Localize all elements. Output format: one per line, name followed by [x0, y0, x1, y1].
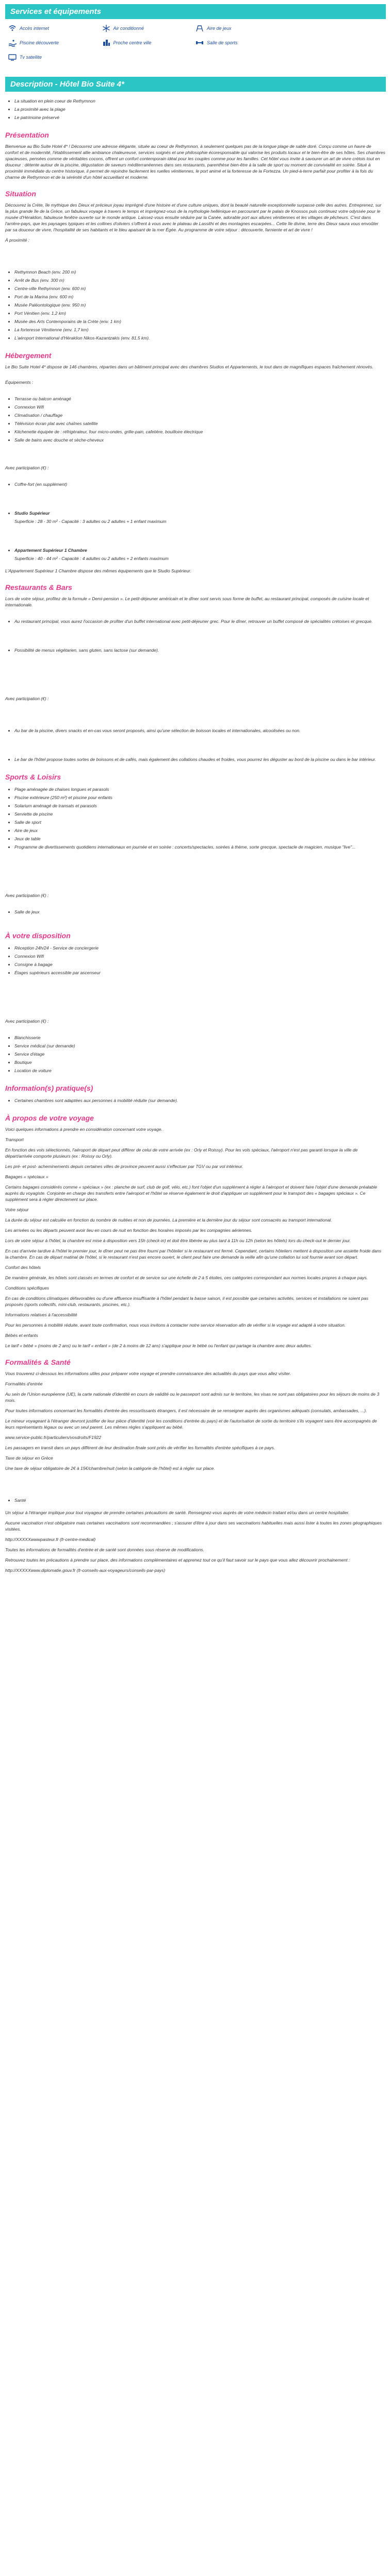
service-city	[102, 39, 196, 47]
spacer	[5, 625, 386, 646]
description-title-bar	[5, 77, 386, 92]
spacer	[5, 526, 386, 546]
spacer	[5, 851, 386, 892]
voyage-line: Les pré- et post- acheminements depuis certaines villes de province peuvent aussi s'effectuer par TGV ou par vol intérieur.	[5, 1164, 243, 1169]
voyage-line: Pour les personnes à mobilité réduite, avant toute confirmation, nous vous invitons à contacter notre service réservation afin de vérifier si le voyage est adapté à votre situation.	[5, 1323, 346, 1328]
service-label: Piscine découverte	[20, 40, 59, 45]
list-item: • Au restaurant principal, vous aurez l'occasion de profiter d'un buffet international avec petit-déjeuner grec. Pour le dîner, retrouver un buffet composé de spécialités crétoises et grecque.	[14, 617, 386, 625]
information-list	[5, 1096, 386, 1105]
list-item: • Musée Paléontologique (env. 950 m)	[14, 301, 386, 309]
description-list	[5, 97, 386, 122]
voyage-line: De manière générale, les hôtels sont classés en termes de confort et de service sur une échelle de 2 à 5 étoiles, ces catégories correspondant aux normes locales propres à chaque pays.	[5, 1275, 368, 1280]
spacer	[5, 1476, 386, 1496]
list-item: • Salle de jeux	[14, 908, 386, 916]
formalites-line: Taxe de séjour en Grèce	[5, 1455, 53, 1461]
spacer	[5, 735, 386, 755]
list-item: • Climatisation / chauffage	[14, 411, 386, 419]
pool-icon	[8, 39, 17, 47]
list-item: • Télévision écran plat avec chaînes satellite	[14, 419, 386, 428]
section-title-restaurants: Restaurants & Bars	[5, 583, 72, 591]
voyage-text	[5, 1126, 386, 1349]
voyage-line: Les arrivées ou les départs peuvent avoir lieu en cours de nuit en fonction des horaires imposés par les compagnies aériennes.	[5, 1228, 253, 1233]
paid-intro: Avec participation (€) :	[5, 465, 49, 470]
voyage-line: En fonction des vols sélectionnés, l'aéroport de départ peut différer de celui de votre arrivée (ex : Orly et Roissy). Pour les vols spéciaux, l'aéroport n'est pas garanti lorsque la ville de départ/arrivée comporte plusieurs (ex : Roissy ou Orly).	[5, 1147, 358, 1159]
dumbbell-icon	[196, 39, 204, 47]
health-line: http://XXXXXwww.diplomatie.gouv.fr (fr-conseils-aux-voyageurs/conseils-par-pays)	[5, 1568, 166, 1573]
formalites-line: Au sein de l'Union européenne (UE), la carte nationale d'identité en cours de validité ou le passeport sont admis sur le territoire, les visas ne sont pas obligatoires pour les séjours de moins de 3 mois.	[5, 1392, 380, 1403]
voyage-line: Votre séjour	[5, 1207, 29, 1212]
list-item: • Solarium aménagé de transats et parasols	[14, 802, 386, 810]
service-pool	[8, 39, 102, 47]
disposition-list	[5, 944, 386, 977]
spacer	[5, 61, 386, 66]
paid-intro: Avec participation (€) :	[5, 696, 49, 701]
list-item: • Étages supérieurs accessible par ascenseur	[14, 969, 386, 977]
list-item: • Au bar de la piscine, divers snacks et en-cas vous seront proposés, ainsi qu'une sélection de boisson locales et internationales, alcoolisées ou non.	[14, 726, 386, 735]
playground-icon	[196, 24, 204, 32]
service-internet	[8, 24, 102, 32]
spacer	[5, 977, 386, 1018]
spacer	[5, 1028, 386, 1033]
spacer	[5, 612, 386, 617]
formalites-line: Les passagers en transit dans un pays différent de leur destination finale sont priés de vérifier les formalités d'entrée spécifiques à ce pays.	[5, 1445, 275, 1450]
health-list	[5, 1496, 386, 1504]
list-item: • Boutique	[14, 1058, 386, 1066]
list-item: • La situation en plein coeur de Rethymnon	[14, 97, 386, 105]
list-item: • Location de voiture	[14, 1066, 386, 1075]
service-aircon	[102, 24, 196, 32]
restaurants-text: Lors de votre séjour, profitez de la formule « Demi-pension ». Le petit-déjeuner américain et le dîner sont servis sous forme de buffet, au restaurant principal, composés de cuisine locale et internationale.	[5, 596, 369, 607]
list-item: • Piscine extérieure (250 m²) et piscine pour enfants	[14, 793, 386, 802]
voyage-line: Voici quelques informations à prendre en considération concernant votre voyage.	[5, 1127, 162, 1132]
situation-text: Découvrez la Crète, île mythique des Dieux et précieux joyau imprégné d'une histoire et d'une culture uniques, dont la beauté naturelle exceptionnelle surpasse celle des autres. Entreprenez, sur la plus grande île de la Grèce, un fabuleux voyage à travers le temps et imprégnez-vous de la mythologie hellénique en parcourant par le palais de Knossos puis continuez votre odyssée pour le musée d'Héraklion, fabuleuse fenêtre ouverte sur le monde antique. Laissez-vous ensuite séduire par la Canée, adorable port aux allures vénitiennes et les villages de pêcheurs. C'est dans l'arrière-pays, que les paysages typiques et les collines d'oliviers s'offrent à vous avec le plateau de Lassithi et des montagnes escarpées... Cette île divine, terre des Dieux saura vous envoûter par sa douceur de vivre, l'hospitalité de ses habitants et le bleu apaisant de la mer Égée. Au programme de votre séjour : découverte, farniente et art de vivre !	[5, 202, 382, 232]
voyage-line: Conditions spécifiques	[5, 1285, 50, 1291]
voyage-line: La durée du séjour est calculée en fonction du nombre de nuitées et non de journées. La première et la dernière jour du séjour sont consacrés au transport international.	[5, 1217, 332, 1223]
room-desc: Superficie : 40 - 44 m² - Capacité : 4 adultes ou 2 adultes + 2 enfants maximum	[14, 556, 169, 561]
voyage-line: Transport	[5, 1137, 24, 1142]
restaurants-list	[5, 646, 386, 654]
paid-intro: Avec participation (€) :	[5, 893, 49, 898]
list-item: • Port Vénitien (env. 1,2 km)	[14, 309, 386, 317]
services-title: Services et équipements	[10, 7, 101, 16]
formalites-line: Une taxe de séjour obligatoire de 2€ à 15€/chambre/nuit (selon la catégorie de l'hôtel) est à régler sur place.	[5, 1466, 215, 1471]
service-label: Accès internet	[20, 26, 50, 31]
list-item: • Consigne à bagage	[14, 960, 386, 969]
hebergement-text: Le Bio Suite Hotel 4* dispose de 146 chambres, réparties dans un bâtiment principal avec des chambres Studios et Appartements, le tout dans de magnifiques espaces fraîchement rénovés.	[5, 364, 373, 369]
equipments-list	[5, 395, 386, 444]
proximity-list	[5, 268, 386, 342]
paid-intro: Avec participation (€) :	[5, 1019, 49, 1024]
spacer	[5, 654, 386, 696]
restaurants-paid-list	[5, 755, 386, 764]
room-list	[5, 509, 386, 526]
proximity-intro: À proximité :	[5, 238, 30, 243]
section-title-presentation: Présentation	[5, 131, 49, 139]
list-item: • Terrasse ou balcon aménagé	[14, 395, 386, 403]
list-item: • Rethymnon Beach (env. 200 m)	[14, 268, 386, 276]
list-item: • Connexion Wifi	[14, 403, 386, 411]
spacer	[5, 444, 386, 465]
list-item: • La proximité avec la plage	[14, 105, 386, 113]
list-item: • Kitchenette équipée de : réfrigérateur, four micro-ondes, grille-pain, cafetière, bouilloire électrique	[14, 428, 386, 436]
list-item: • Service d'étage	[14, 1050, 386, 1058]
restaurants-paid-list	[5, 726, 386, 735]
service-empty	[289, 24, 383, 32]
list-item: • Le bar de l'hôtel propose toutes sortes de boissons et de cafés, mais également des collations chaudes et froides, vous pourrez les déguster au bord de la piscine ou dans le bar intérieur.	[14, 755, 386, 764]
spacer	[5, 563, 386, 568]
service-label: Aire de jeux	[207, 26, 232, 31]
list-item: • Salle de sport	[14, 818, 386, 826]
list-item: • Connexion Wifi	[14, 952, 386, 960]
room-name: Appartement Supérieur 1 Chambre	[14, 548, 87, 553]
service-label: Salle de sports	[207, 40, 238, 45]
list-item: • Musée des Arts Contemporains de la Crète (env. 1 km)	[14, 317, 386, 326]
room-item	[14, 546, 386, 563]
list-item: • Réception 24h/24 - Service de conciergerie	[14, 944, 386, 952]
service-empty	[289, 39, 383, 47]
restaurants-list	[5, 617, 386, 625]
list-item: • Centre-ville Rethymnon (env. 600 m)	[14, 284, 386, 293]
list-item: • Le patrimoine préservé	[14, 113, 386, 122]
wifi-icon	[8, 24, 17, 32]
spacer	[5, 389, 386, 395]
voyage-line: Confort des hôtels	[5, 1265, 41, 1270]
city-icon	[102, 39, 110, 47]
equipments-intro: Équipements :	[5, 380, 34, 385]
room-item	[14, 509, 386, 526]
service-label: Proche centre ville	[113, 40, 152, 45]
services-title-bar	[5, 4, 386, 19]
service-tv	[8, 53, 102, 61]
spacer	[5, 374, 386, 379]
service-playground	[196, 24, 289, 32]
section-title-information: Information(s) pratique(s)	[5, 1084, 93, 1092]
room-desc: Superficie : 28 - 30 m² - Capacité : 3 adultes ou 2 adultes + 1 enfant maximum	[14, 519, 167, 524]
room-name: Studio Supérieur	[14, 511, 50, 516]
list-item: • Plage aménagée de chaises longues et parasols	[14, 785, 386, 793]
tv-icon	[8, 53, 17, 61]
section-title-voyage: À propos de votre voyage	[5, 1114, 94, 1122]
list-item: • Arrêt de Bus (env. 300 m)	[14, 276, 386, 284]
health-text	[5, 1510, 386, 1573]
spacer	[5, 706, 386, 726]
voyage-line: Informations relatives à l'accessibilité	[5, 1312, 77, 1317]
list-item: • Coffre-fort (en supplément)	[14, 480, 386, 488]
list-item: • L'aéroport International d'Héraklion Nikos-Kazantzakis (env. 81,5 km).	[14, 334, 386, 342]
formalites-line: Le mineur voyageant à l'étranger devront justifier de leur pièce d'identité (voir les conditions d'entrée du pays) et de l'autorisation de sortie du territoire s'ils voyagent sans être accompagnés de leurs représentants légaux ou avec un seul parent. Les mêmes règles s'appliquent au bébé.	[5, 1418, 377, 1430]
service-label: Air conditionné	[113, 26, 144, 31]
formalites-text	[5, 1370, 386, 1471]
formalites-line: Formalités d'entrée	[5, 1381, 43, 1386]
list-item: • Salle de bains avec douche et sèche-cheveux	[14, 436, 386, 444]
sports-paid-list	[5, 908, 386, 916]
list-item: • Certaines chambres sont adaptées aux personnes à mobilité réduite (sur demande).	[14, 1096, 386, 1105]
list-item: • Port de la Marina (env. 600 m)	[14, 293, 386, 301]
snowflake-icon	[102, 24, 110, 32]
services-grid	[5, 24, 386, 61]
list-item: • Santé	[14, 1496, 386, 1504]
voyage-line: Certains bagages considérés comme « spéciaux » (ex : planche de surf, club de golf, vélo, etc.) font l'objet d'un supplément à régler à l'aéroport et doivent faire l'objet d'une demande préalable auprès du voyagiste. Conjointe en charge des transferts entre l'aéroport et l'hôtel se réserve également le droit d'appliquer un supplément pour le transport des « bagages spéciaux ». Ce supplément sera à régler directement sur place.	[5, 1184, 378, 1202]
description-title: Description - Hôtel Bio Suite 4*	[10, 80, 124, 89]
health-line: Aucune vaccination n'est obligatoire mais certaines vaccinations sont recommandées ; s'assurer d'être à jour dans ses vaccinations habituelles mais aussi lister à toutes les zones géographiques visitées.	[5, 1520, 382, 1532]
sports-list	[5, 785, 386, 851]
section-title-hebergement: Hébergement	[5, 351, 52, 360]
page	[0, 4, 391, 1573]
list-item: • Serviette de piscine	[14, 810, 386, 818]
voyage-line: En cas de conditions climatiques défavorables ou d'une affluence insuffisante à l'hôtel pendant la basse saison, il est possible que certaines activités, services et installations ne soient pas proposés (sports collectifs, mini-club, restaurants, piscines, etc.).	[5, 1296, 368, 1307]
spacer	[5, 1504, 386, 1510]
spacer	[5, 475, 386, 480]
voyage-line: Le tarif « bébé » (moins de 2 ans) ou le tarif « enfant » (de 2 à moins de 12 ans) s'applique pour le bébé ou l'enfant qui partage la chambre avec deux adultes.	[5, 1343, 312, 1348]
list-item: • Programme de divertissements quotidiens internationaux en journée et en soirée : concerts/spectacles, soirées à thème, sorte grecque, spectacle de magicien, musique "live"...	[14, 843, 386, 851]
health-line: Retrouvez toutes les précautions à prendre sur place, des informations complémentaires et apprenez tout ce qu'il faut savoir sur le pays que vous allez découvrir prochainement :	[5, 1557, 350, 1563]
formalites-line: Vous trouverez ci-dessous les informations utiles pour préparer votre voyage et prendre connaissance des actualités du pays que vous allez visiter.	[5, 1371, 291, 1376]
list-item: • Possibilité de menus végétarien, sans gluten, sans lactose (sur demande).	[14, 646, 386, 654]
service-gym	[196, 39, 289, 47]
list-item: • Service médical (sur demande)	[14, 1042, 386, 1050]
disposition-paid-list	[5, 1033, 386, 1075]
list-item: • Blanchisserie	[14, 1033, 386, 1042]
section-title-formalites: Formalités & Santé	[5, 1358, 71, 1366]
health-line: http://XXXXXwwwpasteur.fr (fr-centre-medical)	[5, 1537, 96, 1542]
list-item: • La forteresse Vénitienne (env. 1,7 km)	[14, 326, 386, 334]
formalites-line: www.service-public.fr/particuliers/vosdroits/F1922	[5, 1435, 102, 1440]
spacer	[5, 488, 386, 509]
presentation-text: Bienvenue au Bio Suite Hotel 4* ! Découvrez une adresse élégante, située au coeur de Rethymnon, à seulement quelques pas de la longue plage de sable doré. Conçu comme un havre de confort et de modernité, l'établissement allie ambiance chaleureuse, services soignés et une philosophie écoresponsable qui valorise les produits locaux et le bien-être de ses hôtes. Ses chambres spacieuses, pensées comme de véritables cocons, offrent un confort contemporain idéal pour les couples comme pour les familles. Cet hôtel vous invite à savourer un art de vivre crétois tout en douceur : détente autour de la piscine, dégustation de saveurs méditerranéennes dans ses restaurants, parenthèse bien-être à la salle de sport ou moment de convivialité en soirée. Situé à proximité immédiate du centre historique, il permet de rejoindre facilement les ruelles vénitiennes, le port animé et la forteresse de la Fortezza. Un pied-à-terre parfait pour profiter à la fois du charme de Rethymnon et de la sérénité d'un hôtel accueillant et moderne.	[5, 144, 385, 180]
spacer	[5, 247, 386, 268]
spacer	[5, 903, 386, 908]
voyage-line: Bébés et enfants	[5, 1333, 38, 1338]
formalites-line: Pour toutes informations concernant les formalités d'entrée des ressortissants étrangers, il est nécessaire de se renseigner auprès des organismes adéquats (consulats, ambassades, ...).	[5, 1408, 367, 1413]
list-item: • Jeux de table	[14, 835, 386, 843]
section-title-sports: Sports & Loisirs	[5, 773, 61, 781]
service-label: Tv satellite	[20, 55, 42, 60]
room-note: L'Appartement Supérieur 1 Chambre dispose des mêmes équipements que le Studio Supérieur.	[5, 568, 191, 573]
health-line: Un séjour à l'étranger implique pour tout voyageur de prendre certaines précautions de santé. Renseignez-vous auprès de votre médecin traitant et/ou dans un centre hospitalier.	[5, 1510, 350, 1515]
health-line: Toutes les informations de formalités d'entrée et de santé sont données sous réserve de modifications.	[5, 1547, 204, 1552]
voyage-line: En cas d'arrivée tardive à l'hôtel le premier jour, le dîner peut ne pas être fourni par l'hôtelier si le restaurant est fermé. Cependant, certains hôteliers mettent à disposition une assiette froide dans la chambre. En cas de départ matinal de l'hôtel, si le restaurant n'est pas encore ouvert, le client peut faire une demande la veille afin qu'une collation lui soit fournie avant son départ.	[5, 1248, 382, 1260]
section-title-situation: Situation	[5, 190, 36, 198]
section-title-disposition: À votre disposition	[5, 931, 71, 940]
paid-list	[5, 480, 386, 488]
voyage-line: Bagages « spéciaux »	[5, 1174, 48, 1179]
voyage-line: Lors de votre séjour à l'hôtel, la chambre est mise à disposition vers 15h (check-in) et doit être libérée au plus tard à 11h ou 12h (selon les hôtels) lors du check-out le dernier jour.	[5, 1238, 351, 1243]
list-item: • Aire de jeux	[14, 826, 386, 835]
room-list	[5, 546, 386, 563]
